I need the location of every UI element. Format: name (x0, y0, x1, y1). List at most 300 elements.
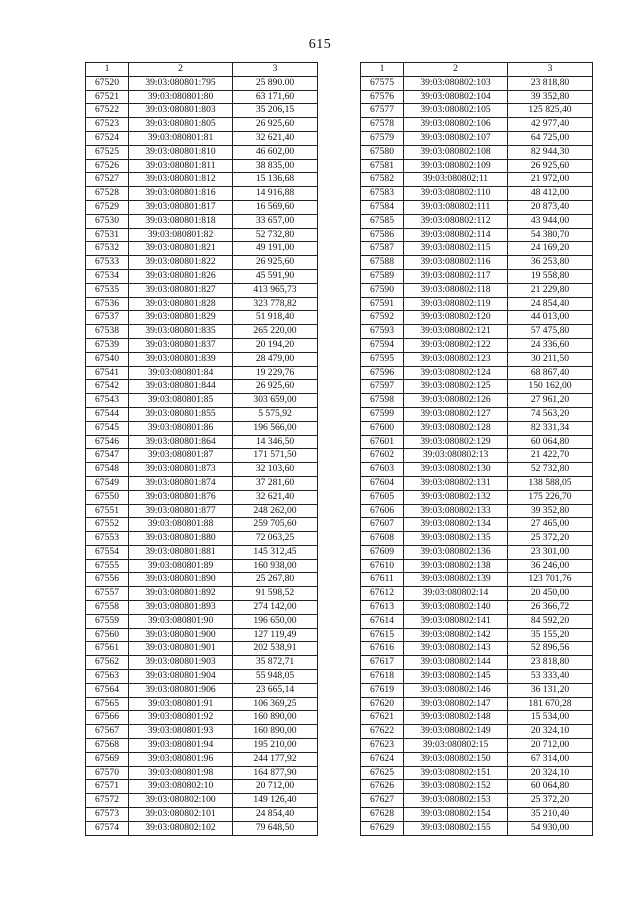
cadastral-number-cell: 39:03:080802:15 (404, 739, 508, 753)
cadastral-number-cell: 39:03:080802:130 (404, 463, 508, 477)
cadastral-number-cell: 39:03:080801:88 (129, 518, 233, 532)
cadastral-value-cell: 44 013,00 (508, 311, 593, 325)
table-row (86, 476, 318, 490)
table-row (86, 90, 318, 104)
cadastral-number-cell: 39:03:080802:123 (404, 352, 508, 366)
cadastral-number-cell: 39:03:080802:122 (404, 338, 508, 352)
table-row (361, 421, 593, 435)
row-number-cell: 67527 (86, 173, 129, 187)
cadastral-value-cell: 25 890.00 (233, 76, 318, 90)
row-number-cell: 67545 (86, 421, 129, 435)
cadastral-value-cell: 30 211,50 (508, 352, 593, 366)
table-row (86, 366, 318, 380)
cadastral-number-cell: 39:03:080802:107 (404, 131, 508, 145)
table-row (361, 642, 593, 656)
table-row (361, 118, 593, 132)
cadastral-value-cell: 24 169,20 (508, 242, 593, 256)
cadastral-table-left (85, 62, 318, 836)
column-header-1: 1 (361, 63, 404, 77)
cadastral-value-cell: 15 534,00 (508, 711, 593, 725)
table-row (361, 794, 593, 808)
cadastral-value-cell: 32 621,40 (233, 131, 318, 145)
cadastral-value-cell: 82 331,34 (508, 421, 593, 435)
cadastral-number-cell: 39:03:080801:96 (129, 752, 233, 766)
cadastral-number-cell: 39:03:080802:114 (404, 228, 508, 242)
cadastral-value-cell: 138 588,05 (508, 476, 593, 490)
cadastral-value-cell: 39 352,80 (508, 504, 593, 518)
cadastral-value-cell: 63 171,60 (233, 90, 318, 104)
cadastral-value-cell: 24 854,40 (508, 297, 593, 311)
cadastral-number-cell: 39:03:080801:811 (129, 159, 233, 173)
row-number-cell: 67594 (361, 338, 404, 352)
cadastral-value-cell: 38 835,00 (233, 159, 318, 173)
cadastral-number-cell: 39:03:080802:110 (404, 187, 508, 201)
cadastral-value-cell: 20 324,10 (508, 725, 593, 739)
row-number-cell: 67590 (361, 283, 404, 297)
cadastral-number-cell: 39:03:080802:106 (404, 118, 508, 132)
cadastral-number-cell: 39:03:080802:120 (404, 311, 508, 325)
cadastral-number-cell: 39:03:080802:13 (404, 449, 508, 463)
cadastral-value-cell: 60 064,80 (508, 435, 593, 449)
row-number-cell: 67579 (361, 131, 404, 145)
row-number-cell: 67542 (86, 380, 129, 394)
table-row (86, 490, 318, 504)
cadastral-number-cell: 39:03:080801:826 (129, 269, 233, 283)
table-row (361, 394, 593, 408)
cadastral-number-cell: 39:03:080801:829 (129, 311, 233, 325)
cadastral-number-cell: 39:03:080801:906 (129, 683, 233, 697)
row-number-cell: 67585 (361, 214, 404, 228)
column-header-2: 2 (404, 63, 508, 77)
cadastral-number-cell: 39:03:080801:828 (129, 297, 233, 311)
table-row (361, 449, 593, 463)
cadastral-number-cell: 39:03:080801:94 (129, 739, 233, 753)
cadastral-number-cell: 39:03:080801:86 (129, 421, 233, 435)
table-row (86, 159, 318, 173)
row-number-cell: 67629 (361, 821, 404, 835)
table-row (361, 476, 593, 490)
row-number-cell: 67576 (361, 90, 404, 104)
cadastral-number-cell: 39:03:080801:92 (129, 711, 233, 725)
cadastral-value-cell: 25 372,20 (508, 794, 593, 808)
row-number-cell: 67531 (86, 228, 129, 242)
cadastral-value-cell: 244 177,92 (233, 752, 318, 766)
cadastral-value-cell: 26 366,72 (508, 601, 593, 615)
cadastral-value-cell: 26 925,60 (233, 380, 318, 394)
cadastral-number-cell: 39:03:080802:138 (404, 559, 508, 573)
table-row (86, 573, 318, 587)
cadastral-number-cell: 39:03:080802:144 (404, 656, 508, 670)
row-number-cell: 67554 (86, 545, 129, 559)
row-number-cell: 67537 (86, 311, 129, 325)
cadastral-value-cell: 149 126,40 (233, 794, 318, 808)
cadastral-value-cell: 160 938,00 (233, 559, 318, 573)
row-number-cell: 67628 (361, 808, 404, 822)
row-number-cell: 67539 (86, 338, 129, 352)
cadastral-number-cell: 39:03:080802:147 (404, 697, 508, 711)
row-number-cell: 67588 (361, 256, 404, 270)
row-number-cell: 67584 (361, 200, 404, 214)
cadastral-value-cell: 125 825,40 (508, 104, 593, 118)
row-number-cell: 67598 (361, 394, 404, 408)
row-number-cell: 67524 (86, 131, 129, 145)
cadastral-number-cell: 39:03:080801:817 (129, 200, 233, 214)
cadastral-number-cell: 39:03:080802:108 (404, 145, 508, 159)
table-row (86, 394, 318, 408)
cadastral-number-cell: 39:03:080801:812 (129, 173, 233, 187)
table-row (86, 794, 318, 808)
table-row (361, 407, 593, 421)
cadastral-value-cell: 20 194,20 (233, 338, 318, 352)
table-row (86, 808, 318, 822)
cadastral-value-cell: 91 598,52 (233, 587, 318, 601)
table-row (361, 76, 593, 90)
cadastral-number-cell: 39:03:080802:11 (404, 173, 508, 187)
table-row (361, 90, 593, 104)
row-number-cell: 67569 (86, 752, 129, 766)
table-row (86, 228, 318, 242)
cadastral-value-cell: 259 705,60 (233, 518, 318, 532)
table-row (361, 242, 593, 256)
table-row (361, 614, 593, 628)
page-number: 615 (308, 37, 332, 52)
table-row (361, 325, 593, 339)
cadastral-number-cell: 39:03:080802:115 (404, 242, 508, 256)
table-row (86, 325, 318, 339)
cadastral-number-cell: 39:03:080801:873 (129, 463, 233, 477)
cadastral-value-cell: 54 380,70 (508, 228, 593, 242)
table-row (361, 200, 593, 214)
table-row (361, 366, 593, 380)
cadastral-number-cell: 39:03:080802:102 (129, 821, 233, 835)
row-number-cell: 67549 (86, 476, 129, 490)
table-row (86, 752, 318, 766)
cadastral-number-cell: 39:03:080802:105 (404, 104, 508, 118)
table-row (361, 187, 593, 201)
table-row (86, 518, 318, 532)
row-number-cell: 67557 (86, 587, 129, 601)
cadastral-value-cell: 39 352,80 (508, 90, 593, 104)
cadastral-number-cell: 39:03:080802:134 (404, 518, 508, 532)
cadastral-value-cell: 45 591,90 (233, 269, 318, 283)
cadastral-number-cell: 39:03:080801:93 (129, 725, 233, 739)
cadastral-value-cell: 150 162,00 (508, 380, 593, 394)
row-number-cell: 67617 (361, 656, 404, 670)
row-number-cell: 67525 (86, 145, 129, 159)
cadastral-value-cell: 303 659,00 (233, 394, 318, 408)
cadastral-number-cell: 39:03:080802:133 (404, 504, 508, 518)
table-row (361, 145, 593, 159)
table-row (361, 228, 593, 242)
cadastral-value-cell: 28 479,00 (233, 352, 318, 366)
cadastral-value-cell: 5 575,92 (233, 407, 318, 421)
cadastral-value-cell: 42 977,40 (508, 118, 593, 132)
cadastral-value-cell: 23 665,14 (233, 683, 318, 697)
cadastral-value-cell: 82 944,30 (508, 145, 593, 159)
row-number-cell: 67571 (86, 780, 129, 794)
cadastral-value-cell: 19 229,76 (233, 366, 318, 380)
cadastral-number-cell: 39:03:080802:112 (404, 214, 508, 228)
row-number-cell: 67566 (86, 711, 129, 725)
cadastral-value-cell: 72 063,25 (233, 532, 318, 546)
cadastral-number-cell: 39:03:080802:103 (404, 76, 508, 90)
cadastral-value-cell: 79 648,50 (233, 821, 318, 835)
cadastral-value-cell: 52 732,80 (233, 228, 318, 242)
row-number-cell: 67603 (361, 463, 404, 477)
cadastral-number-cell: 39:03:080801:795 (129, 76, 233, 90)
row-number-cell: 67615 (361, 628, 404, 642)
row-number-cell: 67547 (86, 449, 129, 463)
cadastral-number-cell: 39:03:080802:131 (404, 476, 508, 490)
cadastral-number-cell: 39:03:080801:876 (129, 490, 233, 504)
row-number-cell: 67618 (361, 670, 404, 684)
row-number-cell: 67607 (361, 518, 404, 532)
row-number-cell: 67572 (86, 794, 129, 808)
row-number-cell: 67570 (86, 766, 129, 780)
cadastral-number-cell: 39:03:080801:844 (129, 380, 233, 394)
table-row (361, 656, 593, 670)
table-row (86, 628, 318, 642)
cadastral-value-cell: 25 267,80 (233, 573, 318, 587)
cadastral-number-cell: 39:03:080801:821 (129, 242, 233, 256)
cadastral-number-cell: 39:03:080802:116 (404, 256, 508, 270)
cadastral-value-cell: 36 253,80 (508, 256, 593, 270)
cadastral-number-cell: 39:03:080802:101 (129, 808, 233, 822)
cadastral-value-cell: 35 210,40 (508, 808, 593, 822)
cadastral-value-cell: 55 948,05 (233, 670, 318, 684)
row-number-cell: 67581 (361, 159, 404, 173)
cadastral-number-cell: 39:03:080801:890 (129, 573, 233, 587)
cadastral-value-cell: 20 712,00 (508, 739, 593, 753)
row-number-cell: 67609 (361, 545, 404, 559)
cadastral-value-cell: 57 475,80 (508, 325, 593, 339)
table-row (86, 297, 318, 311)
table-row (361, 725, 593, 739)
table-row (361, 587, 593, 601)
row-number-cell: 67560 (86, 628, 129, 642)
row-number-cell: 67526 (86, 159, 129, 173)
row-number-cell: 67541 (86, 366, 129, 380)
cadastral-value-cell: 24 336,60 (508, 338, 593, 352)
row-number-cell: 67595 (361, 352, 404, 366)
row-number-cell: 67534 (86, 269, 129, 283)
table-header-row (86, 63, 318, 77)
column-header-1: 1 (86, 63, 129, 77)
row-number-cell: 67608 (361, 532, 404, 546)
row-number-cell: 67582 (361, 173, 404, 187)
cadastral-value-cell: 48 412,00 (508, 187, 593, 201)
cadastral-value-cell: 67 314,00 (508, 752, 593, 766)
table-row (361, 380, 593, 394)
cadastral-number-cell: 39:03:080802:100 (129, 794, 233, 808)
table-row (86, 449, 318, 463)
row-number-cell: 67543 (86, 394, 129, 408)
column-header-3: 3 (233, 63, 318, 77)
cadastral-value-cell: 195 210,00 (233, 739, 318, 753)
cadastral-number-cell: 39:03:080802:109 (404, 159, 508, 173)
table-row (86, 256, 318, 270)
row-number-cell: 67627 (361, 794, 404, 808)
cadastral-value-cell: 21 229,80 (508, 283, 593, 297)
cadastral-value-cell: 74 563,20 (508, 407, 593, 421)
table-row (86, 269, 318, 283)
cadastral-number-cell: 39:03:080802:111 (404, 200, 508, 214)
cadastral-value-cell: 51 918,40 (233, 311, 318, 325)
cadastral-value-cell: 16 569,60 (233, 200, 318, 214)
cadastral-number-cell: 39:03:080802:140 (404, 601, 508, 615)
row-number-cell: 67561 (86, 642, 129, 656)
row-number-cell: 67529 (86, 200, 129, 214)
row-number-cell: 67567 (86, 725, 129, 739)
row-number-cell: 67613 (361, 601, 404, 615)
table-row (86, 545, 318, 559)
table-row (361, 504, 593, 518)
table-row (86, 435, 318, 449)
row-number-cell: 67538 (86, 325, 129, 339)
table-row (361, 601, 593, 615)
cadastral-value-cell: 164 877,90 (233, 766, 318, 780)
table-row (86, 242, 318, 256)
cadastral-number-cell: 39:03:080801:837 (129, 338, 233, 352)
cadastral-value-cell: 32 621,40 (233, 490, 318, 504)
cadastral-value-cell: 52 732,80 (508, 463, 593, 477)
cadastral-value-cell: 36 131,20 (508, 683, 593, 697)
cadastral-value-cell: 160 890,00 (233, 725, 318, 739)
cadastral-value-cell: 181 670,28 (508, 697, 593, 711)
row-number-cell: 67550 (86, 490, 129, 504)
column-header-2: 2 (129, 63, 233, 77)
row-number-cell: 67521 (86, 90, 129, 104)
cadastral-number-cell: 39:03:080802:127 (404, 407, 508, 421)
cadastral-number-cell: 39:03:080802:141 (404, 614, 508, 628)
table-row (86, 200, 318, 214)
row-number-cell: 67597 (361, 380, 404, 394)
table-row (86, 504, 318, 518)
row-number-cell: 67577 (361, 104, 404, 118)
cadastral-number-cell: 39:03:080801:803 (129, 104, 233, 118)
table-row (86, 532, 318, 546)
cadastral-value-cell: 52 896,56 (508, 642, 593, 656)
cadastral-value-cell: 64 725,00 (508, 131, 593, 145)
row-number-cell: 67522 (86, 104, 129, 118)
row-number-cell: 67563 (86, 670, 129, 684)
table-row (86, 587, 318, 601)
cadastral-value-cell: 145 312,45 (233, 545, 318, 559)
cadastral-number-cell: 39:03:080801:80 (129, 90, 233, 104)
row-number-cell: 67551 (86, 504, 129, 518)
row-number-cell: 67548 (86, 463, 129, 477)
row-number-cell: 67626 (361, 780, 404, 794)
cadastral-number-cell: 39:03:080802:148 (404, 711, 508, 725)
cadastral-value-cell: 19 558,80 (508, 269, 593, 283)
row-number-cell: 67568 (86, 739, 129, 753)
row-number-cell: 67592 (361, 311, 404, 325)
cadastral-number-cell: 39:03:080801:839 (129, 352, 233, 366)
cadastral-number-cell: 39:03:080802:153 (404, 794, 508, 808)
cadastral-number-cell: 39:03:080801:87 (129, 449, 233, 463)
row-number-cell: 67606 (361, 504, 404, 518)
table-row (86, 766, 318, 780)
row-number-cell: 67619 (361, 683, 404, 697)
cadastral-value-cell: 53 333,40 (508, 670, 593, 684)
cadastral-number-cell: 39:03:080801:81 (129, 131, 233, 145)
cadastral-number-cell: 39:03:080802:128 (404, 421, 508, 435)
row-number-cell: 67614 (361, 614, 404, 628)
cadastral-value-cell: 37 281,60 (233, 476, 318, 490)
cadastral-number-cell: 39:03:080802:143 (404, 642, 508, 656)
table-row (86, 214, 318, 228)
cadastral-number-cell: 39:03:080802:125 (404, 380, 508, 394)
row-number-cell: 67601 (361, 435, 404, 449)
row-number-cell: 67555 (86, 559, 129, 573)
cadastral-number-cell: 39:03:080801:900 (129, 628, 233, 642)
table-row (86, 311, 318, 325)
table-row (86, 697, 318, 711)
table-row (361, 532, 593, 546)
cadastral-number-cell: 39:03:080801:84 (129, 366, 233, 380)
cadastral-number-cell: 39:03:080801:91 (129, 697, 233, 711)
cadastral-number-cell: 39:03:080802:135 (404, 532, 508, 546)
table-row (86, 421, 318, 435)
table-row (361, 297, 593, 311)
table-row (361, 463, 593, 477)
cadastral-value-cell: 123 701,76 (508, 573, 593, 587)
row-number-cell: 67552 (86, 518, 129, 532)
cadastral-value-cell: 26 925,60 (233, 118, 318, 132)
table-row (361, 104, 593, 118)
table-row (86, 407, 318, 421)
table-row (361, 311, 593, 325)
cadastral-value-cell: 196 650,00 (233, 614, 318, 628)
cadastral-value-cell: 21 422,70 (508, 449, 593, 463)
cadastral-value-cell: 32 103,60 (233, 463, 318, 477)
row-number-cell: 67564 (86, 683, 129, 697)
cadastral-number-cell: 39:03:080802:119 (404, 297, 508, 311)
cadastral-number-cell: 39:03:080802:155 (404, 821, 508, 835)
row-number-cell: 67605 (361, 490, 404, 504)
table-row (361, 628, 593, 642)
table-row (86, 601, 318, 615)
table-row (361, 159, 593, 173)
cadastral-value-cell: 35 206,15 (233, 104, 318, 118)
cadastral-number-cell: 39:03:080802:142 (404, 628, 508, 642)
row-number-cell: 67562 (86, 656, 129, 670)
cadastral-value-cell: 171 571,50 (233, 449, 318, 463)
cadastral-value-cell: 60 064,80 (508, 780, 593, 794)
cadastral-number-cell: 39:03:080802:104 (404, 90, 508, 104)
table-row (361, 821, 593, 835)
table-row (86, 380, 318, 394)
cadastral-value-cell: 202 538,91 (233, 642, 318, 656)
cadastral-number-cell: 39:03:080801:880 (129, 532, 233, 546)
cadastral-value-cell: 248 262,00 (233, 504, 318, 518)
table-row (86, 118, 318, 132)
table-row (361, 711, 593, 725)
row-number-cell: 67578 (361, 118, 404, 132)
table-row (86, 642, 318, 656)
row-number-cell: 67544 (86, 407, 129, 421)
cadastral-value-cell: 26 925,60 (508, 159, 593, 173)
table-row (361, 670, 593, 684)
cadastral-value-cell: 15 136,68 (233, 173, 318, 187)
row-number-cell: 67583 (361, 187, 404, 201)
table-row (86, 283, 318, 297)
row-number-cell: 67546 (86, 435, 129, 449)
cadastral-value-cell: 23 301,00 (508, 545, 593, 559)
cadastral-number-cell: 39:03:080802:145 (404, 670, 508, 684)
cadastral-number-cell: 39:03:080802:154 (404, 808, 508, 822)
row-number-cell: 67573 (86, 808, 129, 822)
